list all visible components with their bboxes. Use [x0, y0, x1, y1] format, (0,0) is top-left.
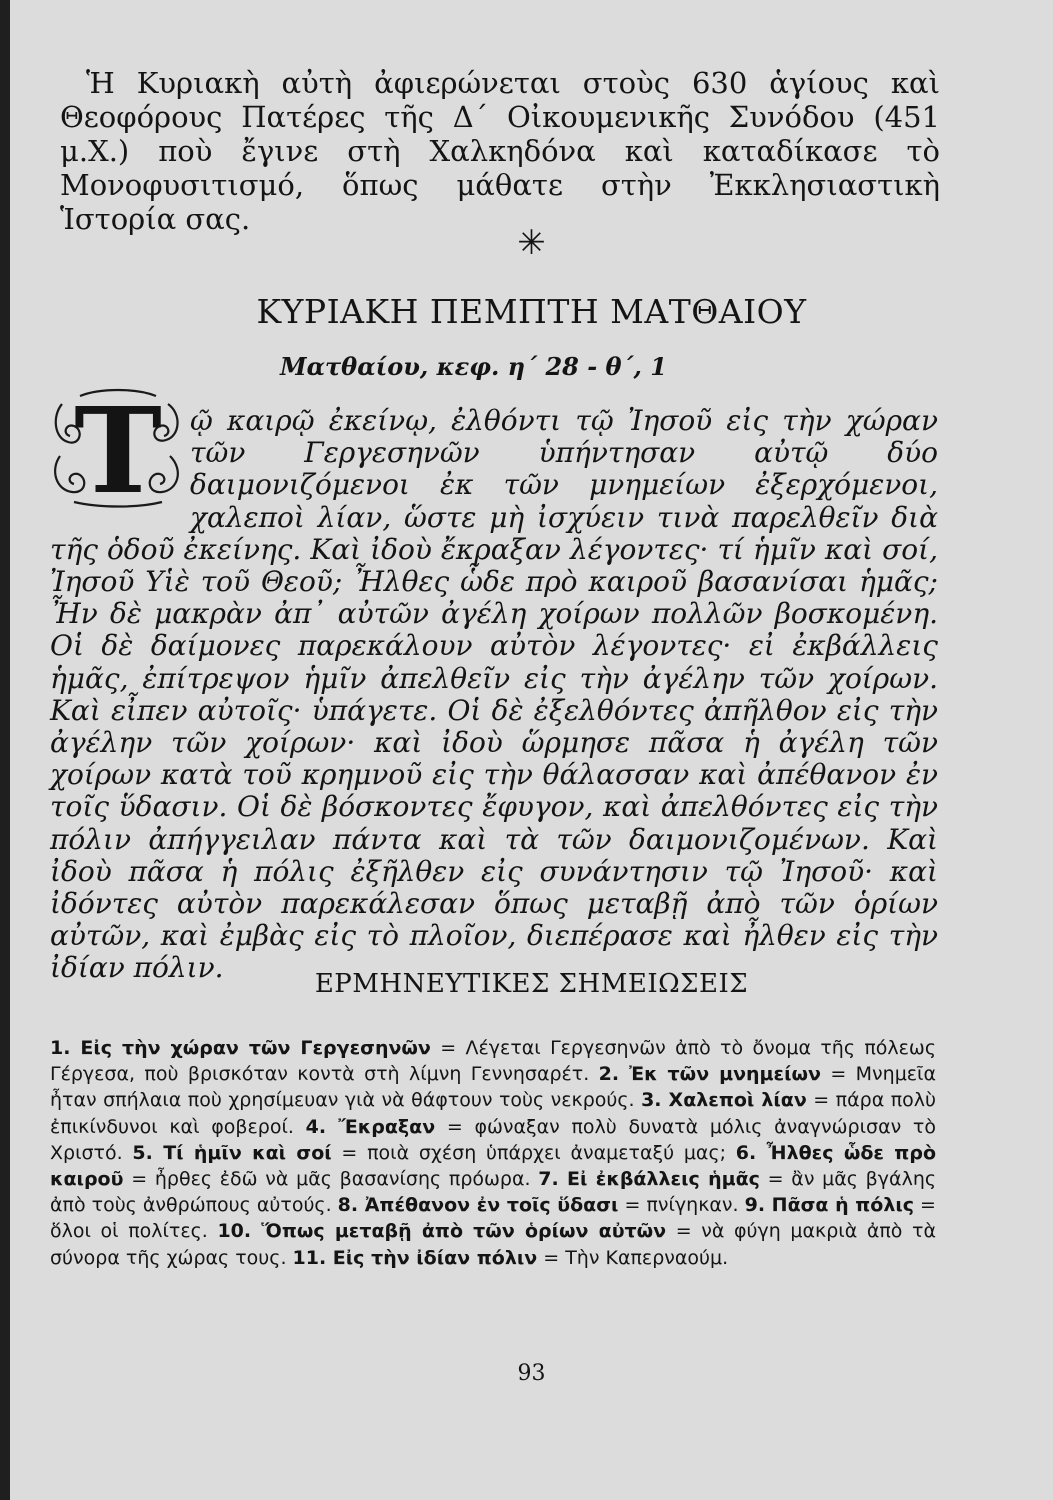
- note-def: = ἂν μᾶς βγάλης ἀπὸ τοὺς ἀνθρώπους αὐτούς.: [50, 1168, 937, 1217]
- intro-paragraph: [60, 66, 940, 236]
- page-number: 93: [517, 1361, 546, 1386]
- scripture-reference: Ματθαίου, κεφ. η΄ 28 - θ΄, 1: [280, 352, 667, 381]
- section-title: ΚΥΡΙΑΚΗ ΠΕΜΠΤΗ ΜΑΤΘΑΙΟΥ: [256, 292, 807, 331]
- note-term: 6. Ἦλθες ὧδε πρὸ καιροῦ: [50, 1141, 936, 1191]
- book-page: [10, 0, 1053, 1500]
- note-term: 2. Ἐκ τῶν μνημείων: [598, 1063, 821, 1086]
- note-def: = πάρα πολὺ ἐπικίνδυνοι καὶ φοβεροί.: [50, 1089, 936, 1138]
- drop-cap-letter: Τ: [74, 386, 162, 508]
- note-def: = Τὴν Καπερναούμ.: [537, 1246, 729, 1269]
- note-def: = νὰ φύγη μακριὰ ἀπὸ τὰ σύνορα τῆς χώρας τους.: [50, 1220, 936, 1269]
- note-term: 7. Εἰ ἐκβάλλεις ἡμᾶς: [538, 1168, 760, 1191]
- note-term: 4. Ἔκραξαν: [305, 1115, 436, 1138]
- asterisk-ornament-icon: ✳: [517, 223, 546, 263]
- note-def: = Λέγεται Γεργεσηνῶν ἀπὸ τὸ ὄνομα τῆς πόλεως Γέργεσα, ποὺ βρισκόταν κοντὰ στὴ λίμνη Γεννησαρέτ.: [50, 1037, 936, 1086]
- gospel-passage: [50, 405, 938, 985]
- note-def: = φώναξαν πολὺ δυνατὰ μόλις ἀναγνώρισαν τὸ Χριστό.: [50, 1115, 936, 1164]
- note-term: 11. Εἰς τὴν ἰδίαν πόλιν: [292, 1246, 538, 1269]
- note-term: 3. Χαλεποὶ λίαν: [641, 1089, 807, 1112]
- intro-text: Ἡ Κυριακὴ αὐτὴ ἀφιερώνεται στοὺς 630 ἁγίους καὶ Θεοφόρους Πατέρες τῆς Δ΄ Οἰκουμενικῆς Συνόδου (451 μ.Χ.) ποὺ ἔγινε στὴ Χαλκηδόνα καὶ καταδίκασε τὸ Μονοφυσιτισμό, ὅπως μάθατε στὴν Ἐκκλησιαστικὴ Ἱστορία σας.: [60, 66, 940, 236]
- notes-block: [50, 1035, 936, 1271]
- gospel-text-block: [50, 405, 938, 985]
- notes-text: [50, 1035, 936, 1271]
- note-term: 5. Τί ἡμῖν καὶ σοί: [132, 1141, 332, 1164]
- note-term: 1. Εἰς τὴν χώραν τῶν Γεργεσηνῶν: [50, 1037, 431, 1059]
- note-term: 10. Ὅπως μεταβῇ ἀπὸ τῶν ὁρίων αὐτῶν: [217, 1220, 667, 1243]
- notes-heading: ΕΡΜΗΝΕΥΤΙΚΕΣ ΣΗΜΕΙΩΣΕΙΣ: [314, 969, 749, 999]
- drop-cap-spacer: [50, 403, 190, 523]
- note-def: = πνίγηκαν.: [618, 1194, 745, 1217]
- note-term: 8. Ἀπέθανον ἐν τοῖς ὕδασι: [337, 1194, 619, 1217]
- note-def: = ὅλοι οἱ πολίτες.: [50, 1194, 936, 1243]
- gospel-text: ῷ καιρῷ ἐκείνῳ, ἐλθόντι τῷ Ἰησοῦ εἰς τὴν χώραν τῶν Γεργεσηνῶν ὑπήντησαν αὐτῷ δύο δαιμονιζόμενοι ἐκ τῶν μνημείων ἐξερχόμενοι, χαλεποὶ λίαν, ὥστε μὴ ἰσχύειν τινὰ παρελθεῖν διὰ τῆς ὁδοῦ ἐκείνης. Καὶ ἰδοὺ ἔκραξαν λέγοντες· τί ἡμῖν καὶ σοί, Ἰησοῦ Υἱὲ τοῦ Θεοῦ; Ἦλθες ὧδε πρὸ καιροῦ βασανίσαι ἡμᾶς; Ἦν δὲ μακρὰν ἀπ᾽ αὐτῶν ἀγέλη χοίρων πολλῶν βοσκομένη. Οἱ δὲ δαίμονες παρεκάλουν αὐτὸν λέγοντες· εἰ ἐκβάλλεις ἡμᾶς, ἐπίτρεψον ἡμῖν ἀπελθεῖν εἰς τὴν ἀγέλην τῶν χοίρων. Καὶ εἶπεν αὐτοῖς· ὑπάγετε. Οἱ δὲ ἐξελθόντες ἀπῆλθον εἰς τὴν ἀγέλην τῶν χοίρων· καὶ ἰδοὺ ὥρμησε πᾶσα ἡ ἀγέλη τῶν χοίρων κατὰ τοῦ κρημνοῦ εἰς τὴν θάλασσαν καὶ ἀπέθανον ἐν τοῖς ὕδασιν. Οἱ δὲ βόσκοντες ἔφυγον, καὶ ἀπελθόντες εἰς τὴν πόλιν ἀπήγγειλαν πάντα καὶ τὰ τῶν δαιμονιζομένων. Καὶ ἰδοὺ πᾶσα ἡ πόλις ἐξῆλθεν εἰς συνάντησιν τῷ Ἰησοῦ· καὶ ἰδόντες αὐτὸν παρεκάλεσαν ὅπως μεταβῇ ἀπὸ τῶν ὁρίων αὐτῶν, καὶ ἐμβὰς εἰς τὸ πλοῖον, διεπέρασε καὶ ἦλθεν εἰς τὴν ἰδίαν πόλιν.: [50, 404, 938, 985]
- note-def: = Μνημεῖα ἦταν σπήλαια ποὺ χρησίμευαν γιὰ νὰ θάφτουν τοὺς νεκρούς.: [50, 1063, 937, 1112]
- note-term: 9. Πᾶσα ἡ πόλις: [744, 1194, 915, 1217]
- note-def: = ποιὰ σχέση ὑπάρχει ἀναμεταξύ μας;: [331, 1141, 736, 1164]
- note-def: = ἦρθες ἐδῶ νὰ μᾶς βασανίσης πρόωρα.: [123, 1168, 539, 1191]
